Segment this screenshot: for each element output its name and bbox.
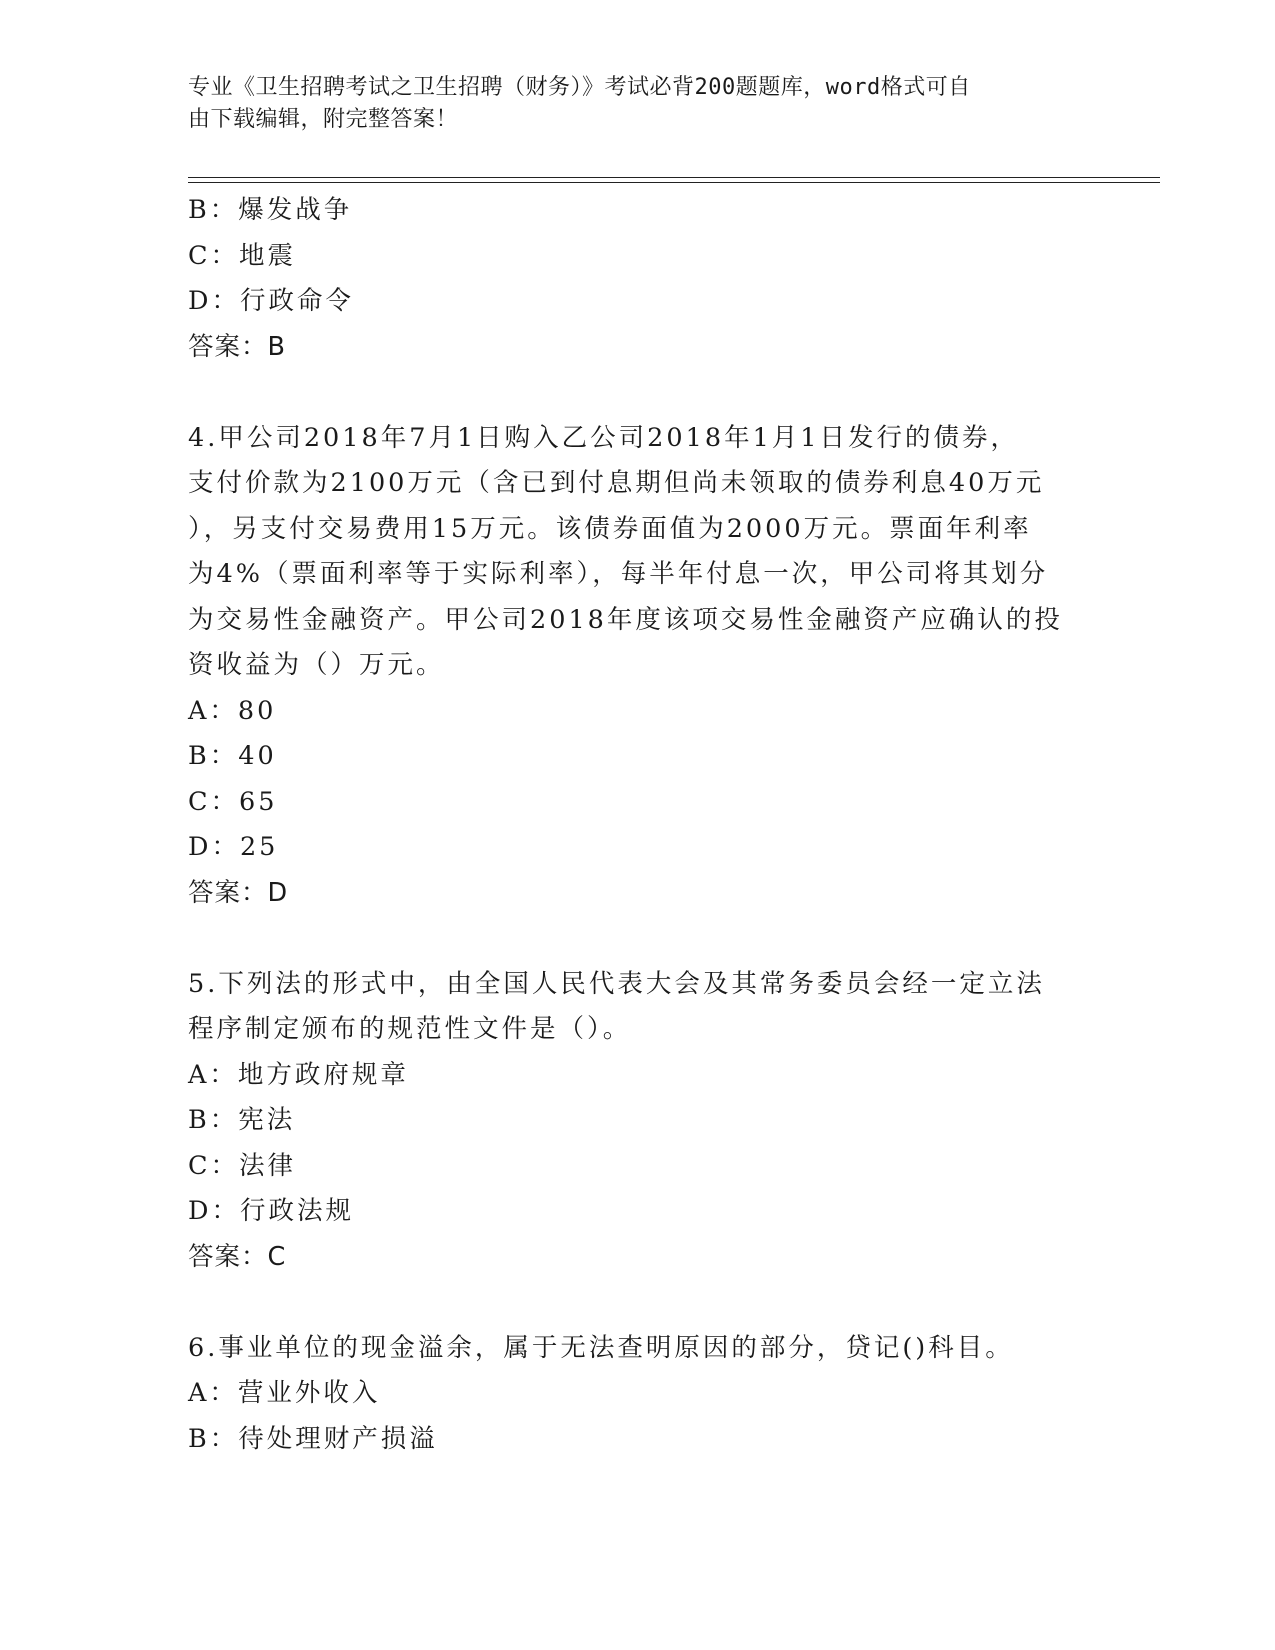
question-6 (188, 1326, 1088, 1463)
answer: 答案：B (188, 331, 286, 362)
option-d: D：行政法规 (188, 1196, 354, 1226)
option-d: D：25 (188, 832, 279, 862)
question-text: 6.事业单位的现金溢余，属于无法查明原因的部分，贷记()科目。 (188, 1332, 1014, 1363)
answer: 答案：D (188, 877, 289, 908)
option-b: B：爆发战争 (188, 195, 353, 225)
option-a: A：80 (188, 695, 277, 726)
option-b: B：宪法 (188, 1105, 296, 1135)
question-text: 5.下列法的形式中，由全国人民代表大会及其常务委员会经一定立法 (188, 968, 1045, 999)
question-text: 程序制定颁布的规范性文件是（）。 (188, 1014, 632, 1044)
header-rule-bottom (188, 182, 1160, 183)
answer: 答案：C (188, 1241, 287, 1272)
question-4 (188, 416, 1088, 917)
question-text: 为4%（票面利率等于实际利率），每半年付息一次，甲公司将其划分 (188, 559, 1049, 589)
option-b: B：40 (188, 741, 277, 771)
header-line-2: 由下载编辑，附完整答案！ (188, 107, 459, 132)
question-text: 4.甲公司2018年7月1日购入乙公司2018年1月1日发行的债券， (188, 422, 1020, 453)
question-text: 为交易性金融资产。甲公司2018年度该项交易性金融资产应确认的投 (188, 604, 1063, 635)
option-c: C：地震 (188, 240, 297, 271)
option-a: A：营业外收入 (188, 1378, 381, 1408)
question-text: 支付价款为2100万元（含已到付息期但尚未领取的债券利息40万元 (188, 468, 1045, 498)
option-d: D：行政命令 (188, 286, 354, 316)
question-text: 资收益为（）万元。 (188, 650, 445, 680)
option-c: C：65 (188, 786, 278, 817)
option-a: A：地方政府规章 (188, 1059, 409, 1090)
option-c: C：法律 (188, 1150, 297, 1181)
document-header (188, 72, 1068, 136)
question-5 (188, 962, 1088, 1281)
question-list (188, 188, 1088, 1462)
question-3 (188, 188, 1088, 370)
question-text: ），另支付交易费用15万元。该债券面值为2000万元。票面年利率 (188, 513, 1032, 544)
header-line-1: 专业《卫生招聘考试之卫生招聘（财务）》考试必背200题题库，word格式可自 (188, 75, 971, 100)
option-b: B：待处理财产损溢 (188, 1423, 438, 1454)
header-rule-top (188, 177, 1160, 178)
